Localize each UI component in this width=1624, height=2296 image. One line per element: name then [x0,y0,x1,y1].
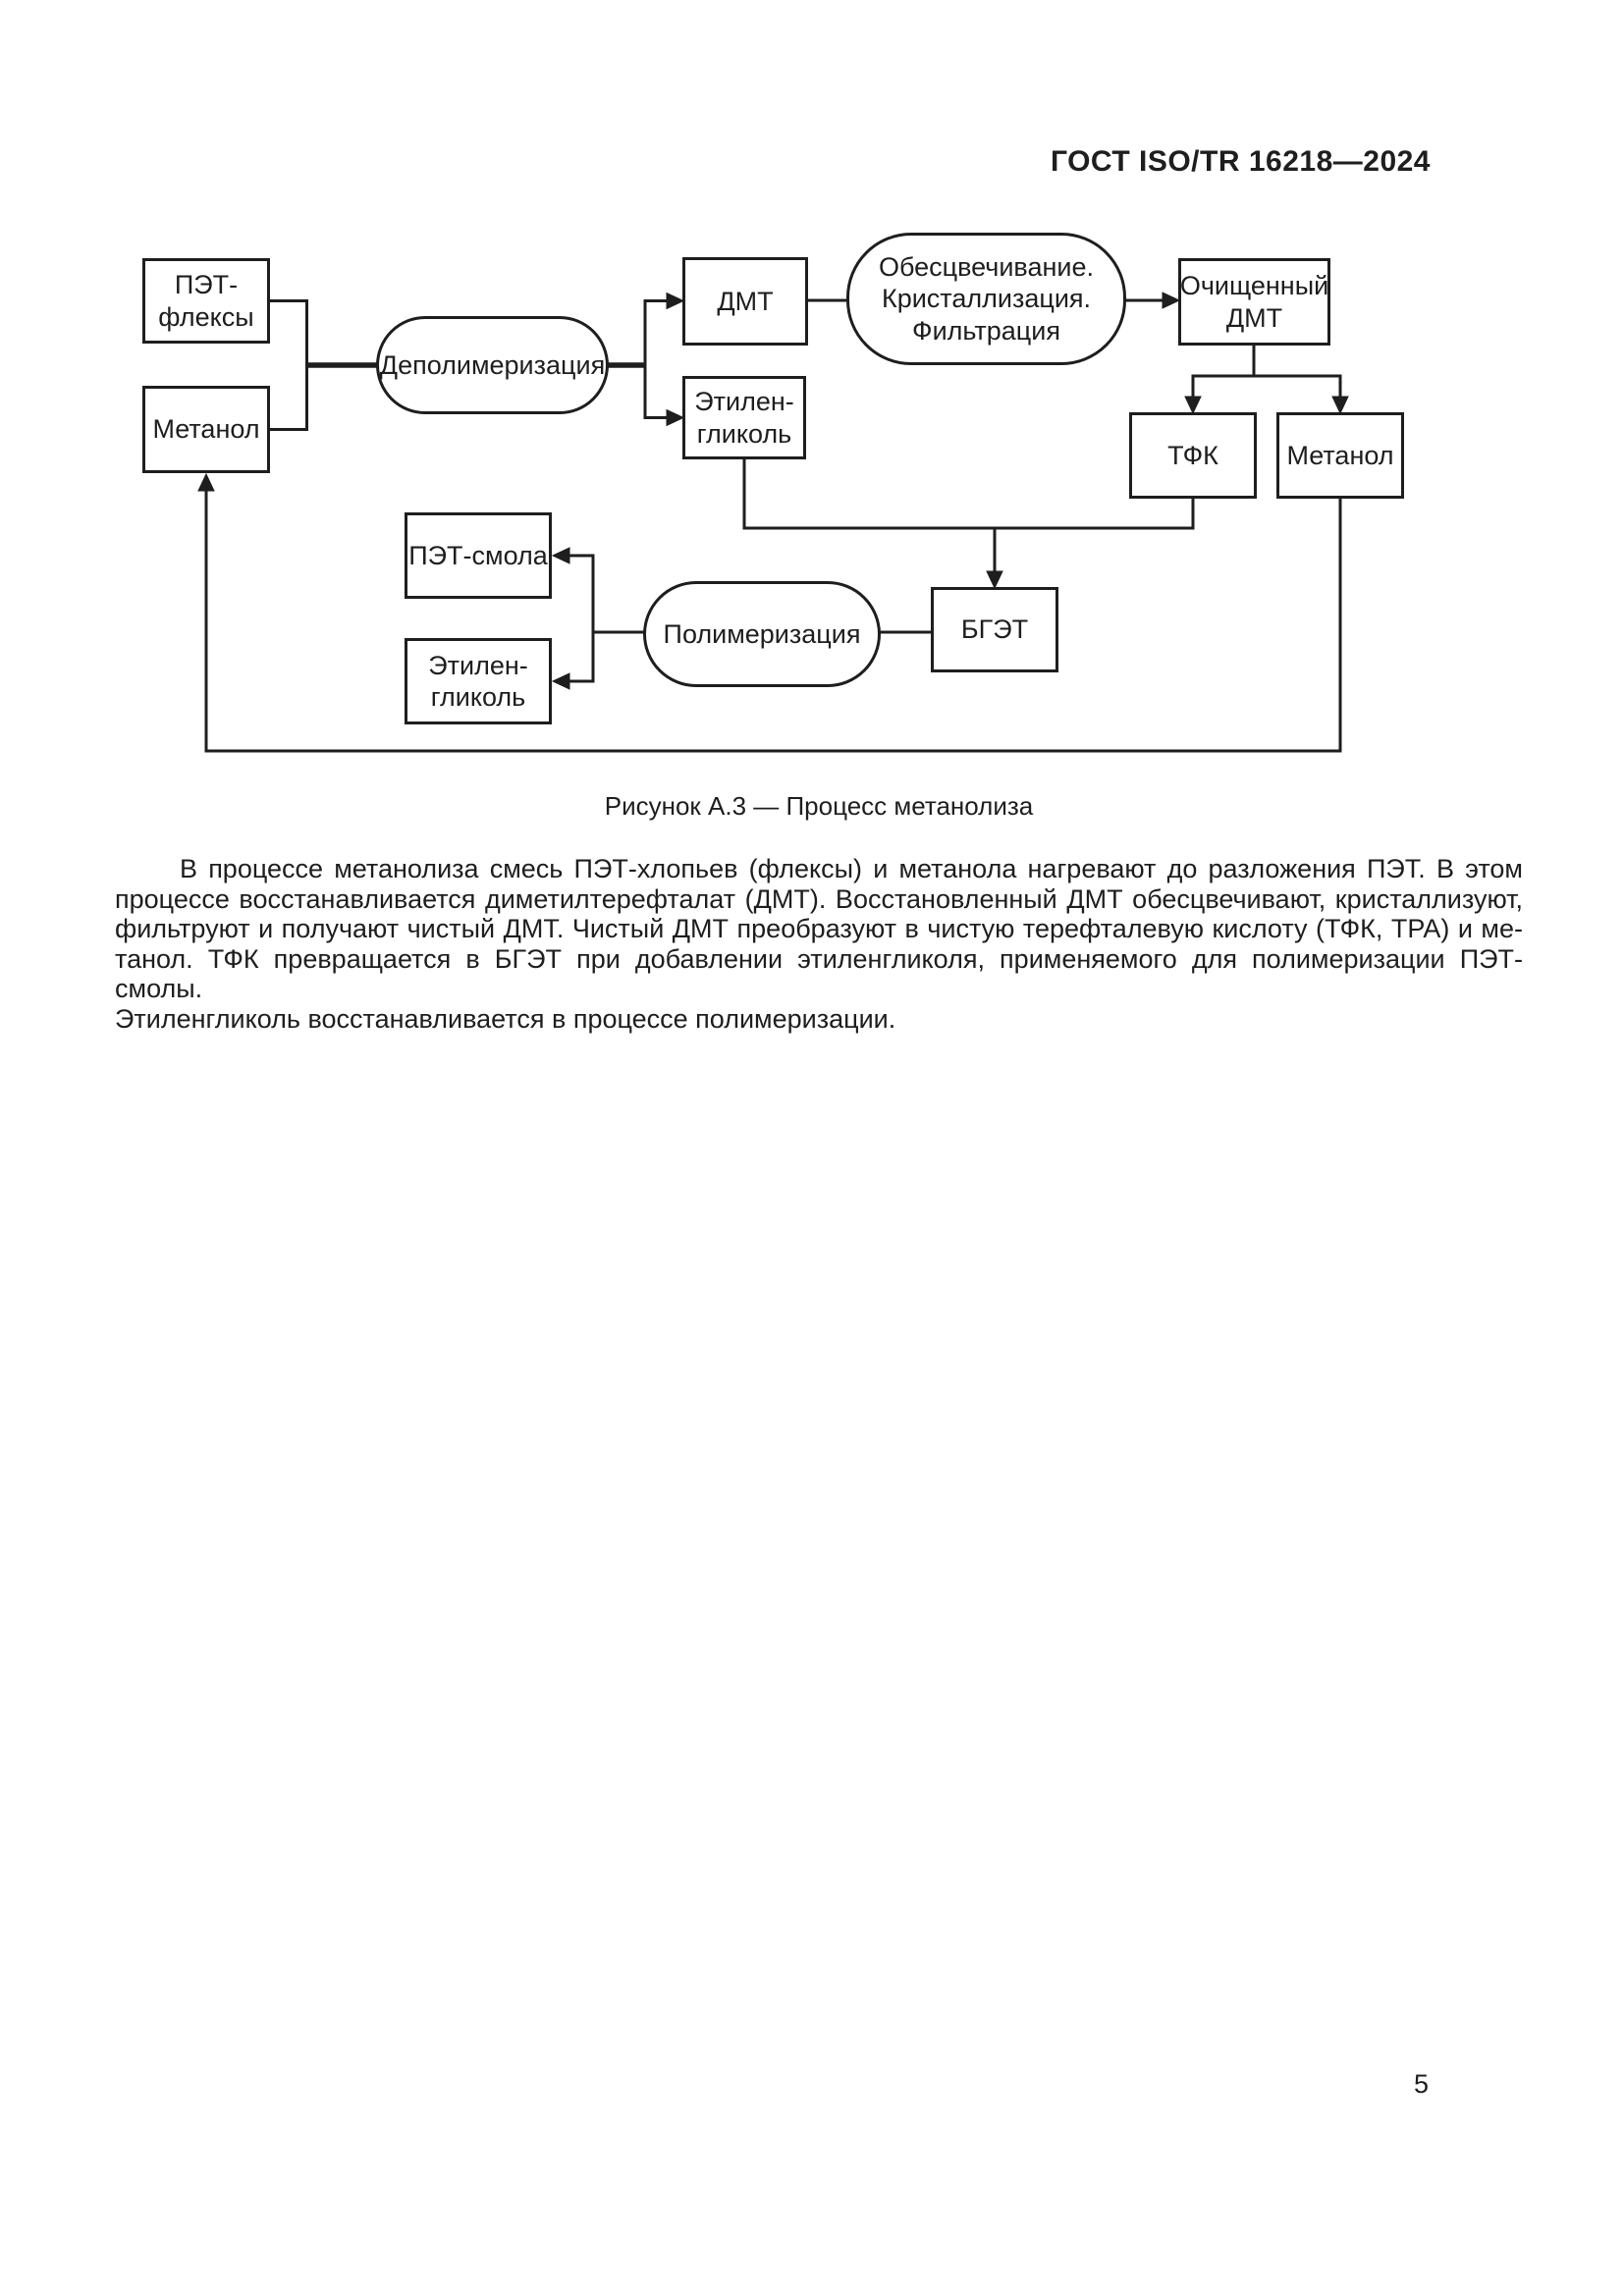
document-header: ГОСТ ISO/TR 16218—2024 [1050,145,1431,178]
page-number: 5 [1413,2069,1429,2099]
node-label: ТФК [1167,440,1218,470]
node-label: ДМТ [1225,302,1283,333]
paragraph-line: В процессе метанолиза смесь ПЭТ-хлопьев (флексы) и метанола нагревают до разложения ПЭТ. В этом [180,854,1523,883]
arrowhead [667,294,683,309]
arrowhead [667,410,683,426]
node-label: Метанол [152,414,260,445]
node-label: БГЭТ [960,614,1029,645]
arrowhead [553,673,569,689]
node-label: Метанол [1286,440,1394,470]
node-purification [846,233,1126,365]
node-dmt [682,257,808,346]
node-label: Обесцвечивание. [878,251,1095,282]
node-label: Этилен- [428,650,528,680]
node-polymerization [643,581,881,687]
node-label: флексы [158,301,254,332]
node-pet-resin [405,512,552,599]
node-tfk [1129,412,1257,499]
paragraph-line: танол. ТФК превращается в БГЭТ при добавлении этиленгликоля, применяемого для полимеризации ПЭТ-смолы. [115,943,1523,1003]
arrowhead [1332,397,1348,413]
node-label: Кристаллизация. [881,284,1092,314]
figure-caption: Рисунок А.3 — Процесс метанолиза [604,791,1034,821]
arrowhead [1185,397,1201,413]
node-label: Полимеризация [663,618,861,649]
node-label: Очищенный [1179,271,1329,301]
arrowhead [1163,293,1179,308]
node-label: Этилен- [694,387,794,417]
node-label: Деполимеризация [379,349,606,380]
node-methanol-left [142,386,270,473]
node-depolymerization [376,316,609,414]
paragraph-line: процессе восстанавливается диметилтерефталат (ДМТ). Восстановленный ДМТ обесцвечивают, кристаллизуют, [115,883,1523,914]
node-methanol-right [1276,412,1404,499]
node-label: ПЭТ-смола [408,540,548,570]
node-bhet [931,587,1058,672]
arrowhead [553,548,569,563]
paragraph-line: Этиленгликоль восстанавливается в процессе полимеризации. [115,1003,896,1034]
paragraph-line: фильтруют и получают чистый ДМТ. Чистый ДМТ преобразуют в чистую терефталевую кислоту (ТФК, TPA) и ме- [115,914,1523,943]
arrowhead [987,571,1002,588]
figure-methanolysis-flowchart [0,0,1624,834]
node-ethylene-glycol-bottom [405,638,552,724]
body-paragraph [115,854,1523,1034]
node-pet-flakes [142,258,270,344]
node-label: гликоль [430,682,526,712]
node-purified-dmt [1178,258,1330,346]
arrowhead [198,474,214,491]
node-label: гликоль [696,418,792,449]
node-label: Фильтрация [912,315,1060,346]
node-ethylene-glycol-mid [682,376,806,459]
node-label: ПЭТ- [174,270,239,300]
node-label: ДМТ [717,286,774,316]
